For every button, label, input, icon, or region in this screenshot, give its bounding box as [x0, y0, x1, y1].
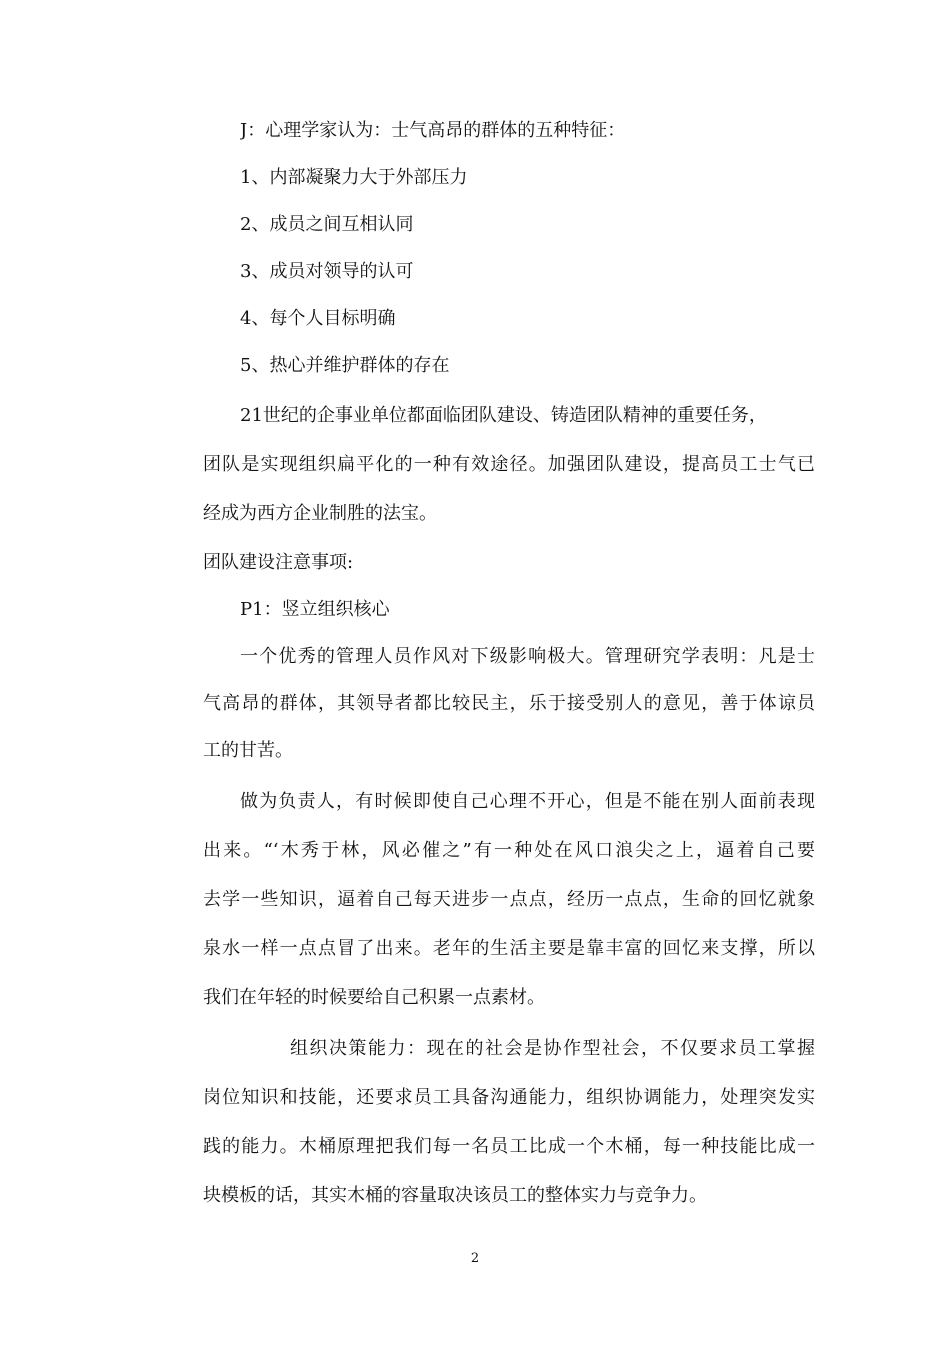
- trait-item-5: 5、热心并维护群体的存在: [240, 355, 450, 376]
- para-manager-line-1: 一个优秀的管理人员作风对下级影响极大。管理研究学表明：凡是士: [240, 646, 815, 667]
- notes-heading: 团队建设注意事项:: [203, 552, 354, 573]
- para-leader-line-4: 泉水一样一点点冒了出来。老年的生活主要是靠丰富的回忆来支撑，所以: [203, 938, 815, 959]
- trait-item-1: 1、内部凝聚力大于外部压力: [240, 167, 468, 188]
- para-leader-line-2: 出来。“‘木秀于林，风必催之”有一种处在风口浪尖之上，逼着自己要: [203, 840, 815, 861]
- para-manager-line-2: 气高昂的群体，其领导者都比较民主，乐于接受别人的意见，善于体谅员: [203, 693, 815, 714]
- trait-item-3: 3、成员对领导的认可: [240, 261, 414, 282]
- trait-item-4: 4、每个人目标明确: [240, 308, 396, 329]
- para-decision-line-1: 组织决策能力：现在的社会是协作型社会，不仅要求员工掌握: [290, 1038, 815, 1059]
- heading-j: J：心理学家认为：士气高昂的群体的五种特征：: [240, 120, 626, 141]
- para-leader-line-1: 做为负责人，有时候即使自己心理不开心，但是不能在别人面前表现: [240, 791, 815, 812]
- page-number: 2: [470, 1251, 480, 1266]
- para-manager-line-3: 工的甘苦。: [203, 740, 293, 761]
- p1-heading: P1：竖立组织核心: [240, 599, 390, 620]
- para-21-line-1: 21世纪的企事业单位都面临团队建设、铸造团队精神的重要任务，: [240, 405, 767, 426]
- para-leader-line-3: 去学一些知识，逼着自己每天进步一点点，经历一点点，生命的回忆就象: [203, 889, 815, 910]
- para-decision-line-3: 践的能力。木桶原理把我们每一名员工比成一个木桶，每一种技能比成一: [203, 1136, 815, 1157]
- para-21-line-3: 经成为西方企业制胜的法宝。: [203, 503, 437, 524]
- para-21-line-2: 团队是实现组织扁平化的一种有效途径。加强团队建设，提高员工士气已: [203, 454, 815, 475]
- para-leader-line-5: 我们在年轻的时候要给自己积累一点素材。: [203, 987, 545, 1008]
- trait-item-2: 2、成员之间互相认同: [240, 214, 414, 235]
- para-decision-line-4: 块模板的话，其实木桶的容量取决该员工的整体实力与竞争力。: [203, 1185, 707, 1206]
- para-decision-line-2: 岗位知识和技能，还要求员工具备沟通能力，组织协调能力，处理突发实: [203, 1087, 815, 1108]
